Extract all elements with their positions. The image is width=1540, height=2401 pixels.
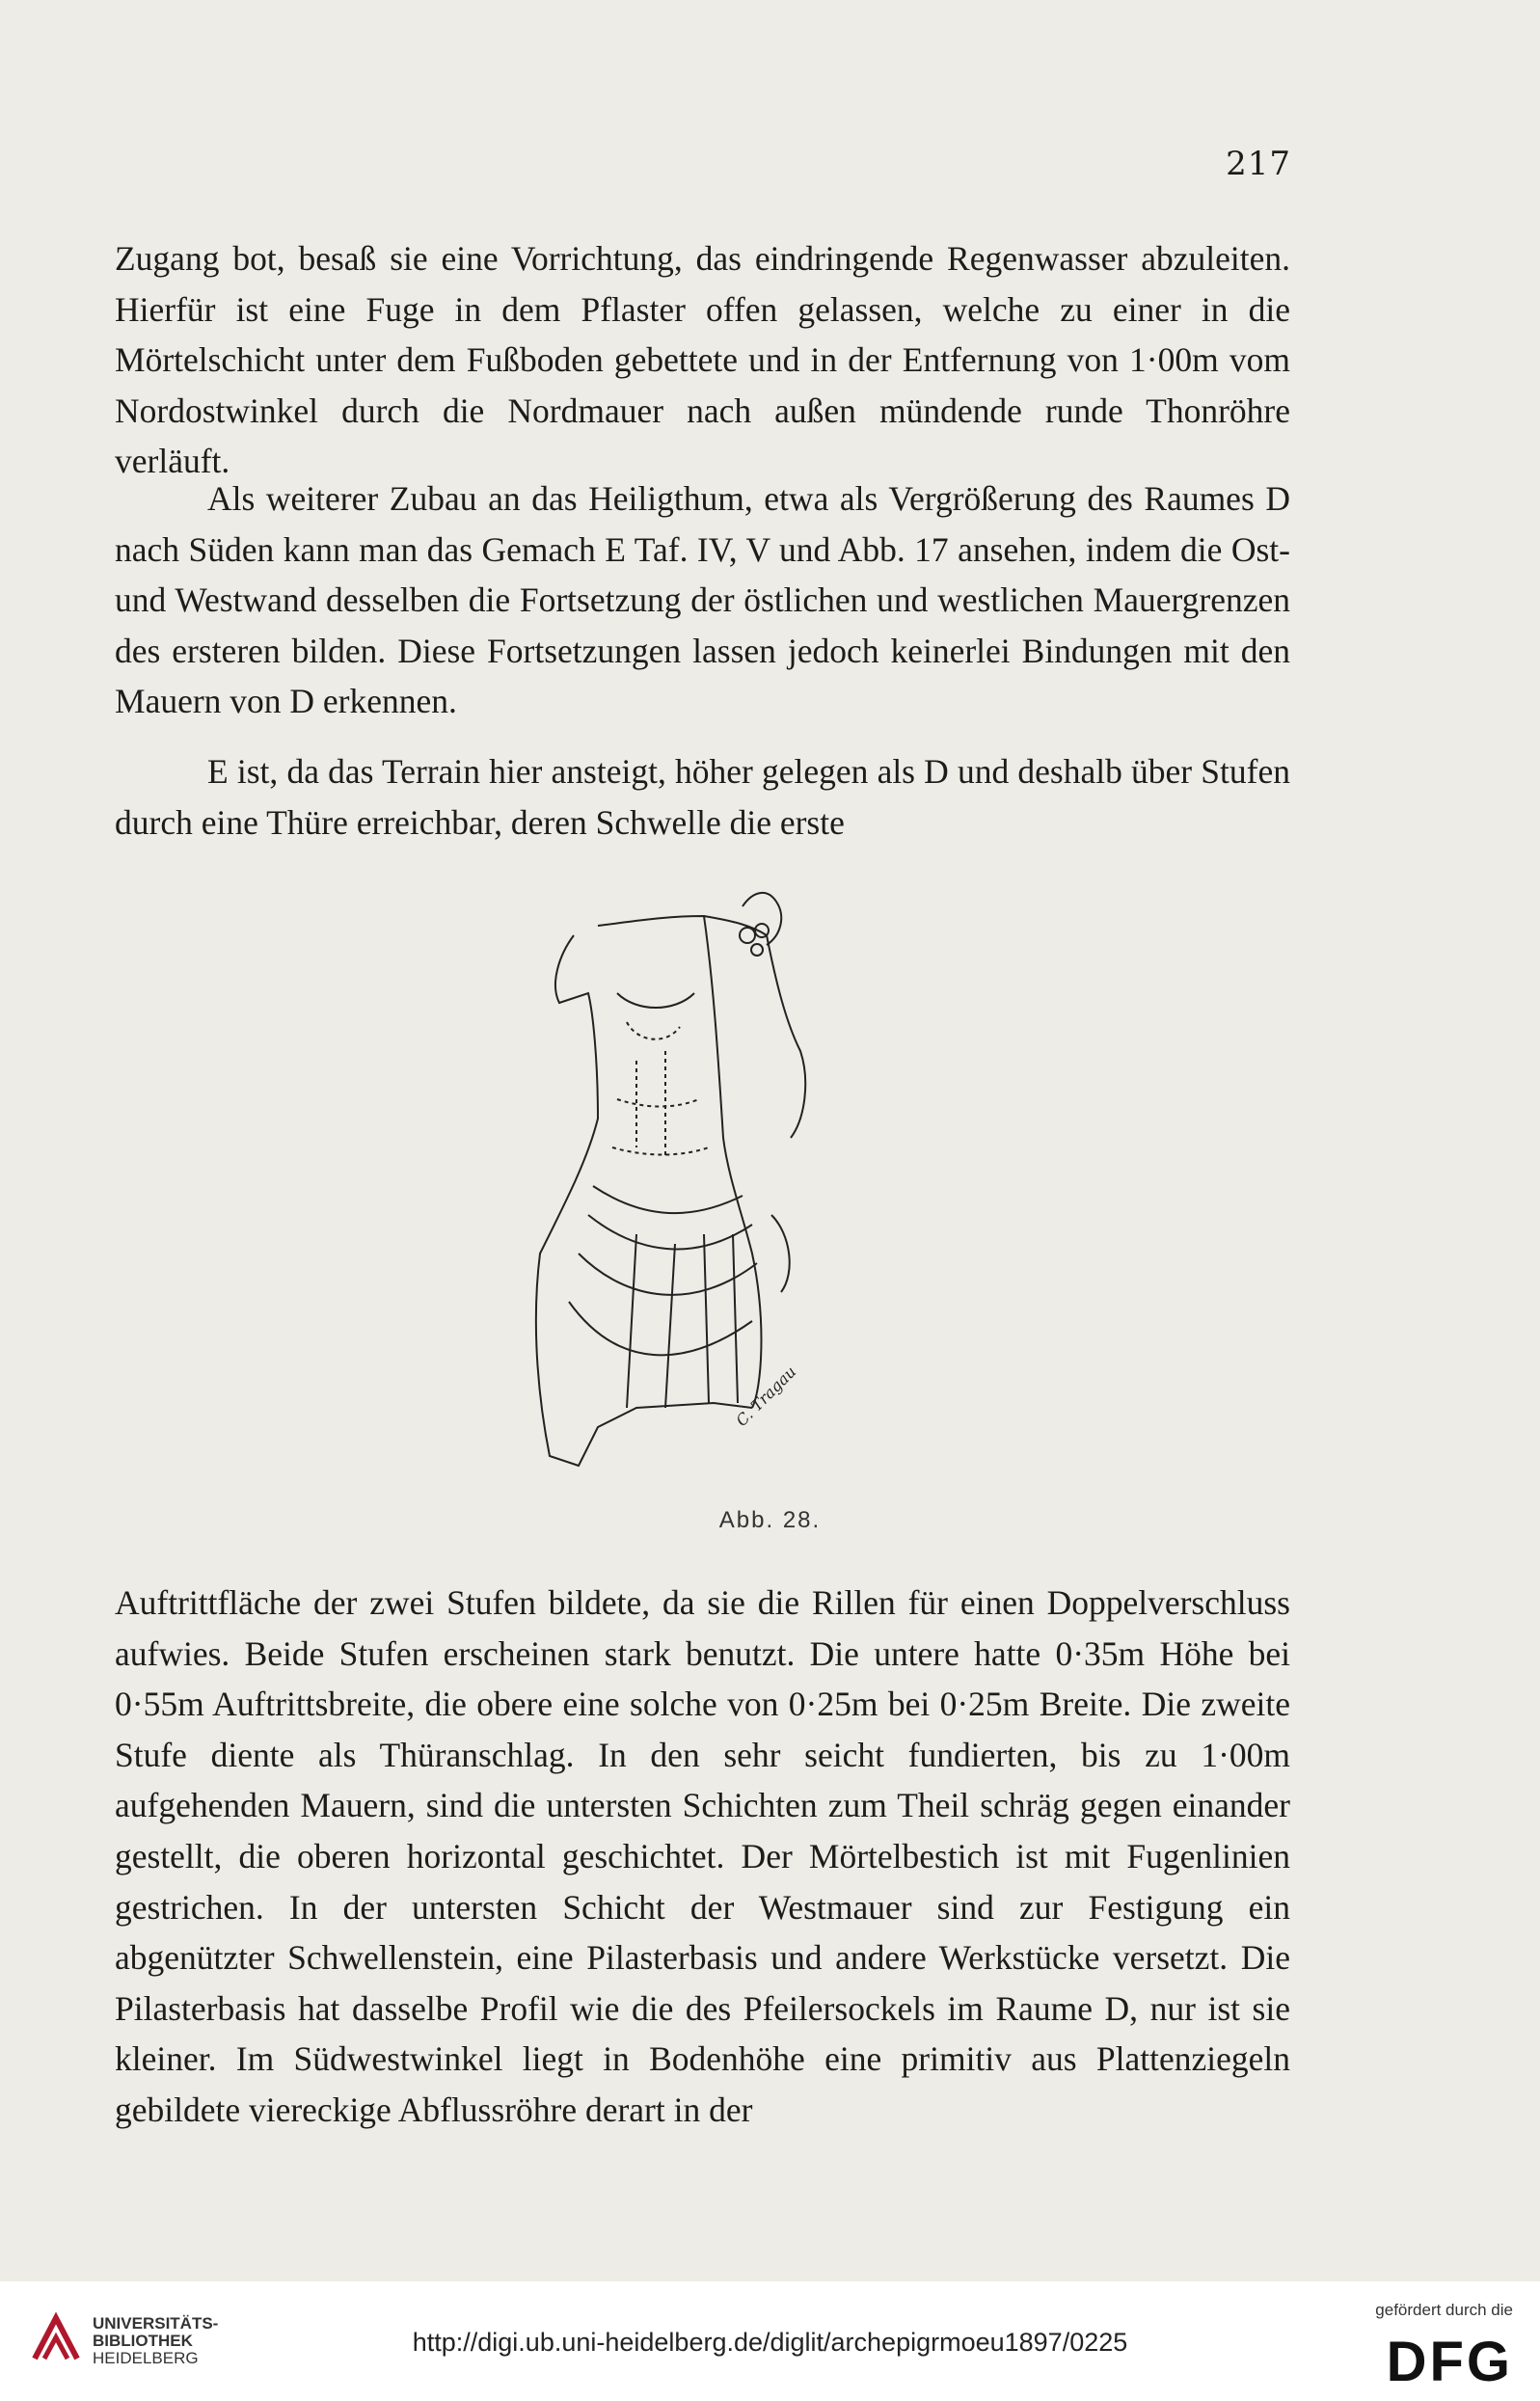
funding-note: gefördert durch die xyxy=(1375,2301,1513,2319)
figure-caption: Abb. 28. xyxy=(718,1507,822,1533)
digitization-footer xyxy=(0,2281,1540,2401)
paragraph-4: Auftrittfläche der zwei Stufen bildete, da sie die Rillen für einen Doppelverschluss aufwies. Beide Stufen erscheinen stark benutzt. Die untere hatte 0·35m Höhe bei 0·55m Auftrittsbreite, die obere eine solche von 0·25m bei 0·25m Breite. Die zweite Stufe diente als Thüranschlag. In den sehr seicht fundierten, bis zu 1·00m aufgehenden Mauern, sind die untersten Schichten zum Theil schräg gegen einander gestellt, die oberen horizontal geschichtet. Der Mörtelbestich ist mit Fugenlinien gestrichen. In der untersten Schicht der Westmauer sind zur Festigung ein abgenützter Schwellenstein, eine Pilasterbasis und andere Werkstücke versetzt. Die Pilasterbasis hat dasselbe Profil wie die des Pfeilersockels im Raume D, nur ist sie kleiner. Im Südwestwinkel liegt in Bodenhöhe eine primitiv aus Plattenziegeln gebildete viereckige Abflussröhre derart in der xyxy=(115,1583,1290,2129)
paragraph-3-text: E ist, da das Terrain hier ansteigt, höher gelegen als D und deshalb über Stufen durch eine Thüre erreichbar, deren Schwelle die erste xyxy=(115,752,1290,842)
library-line-2: BIBLIOTHEK xyxy=(93,2332,193,2350)
library-line-3: HEIDELBERG xyxy=(93,2349,199,2367)
paragraph-3 xyxy=(115,746,1290,848)
torso-statue-illustration xyxy=(521,868,849,1504)
page-number: 217 xyxy=(1226,145,1291,183)
dfg-logo: DFG xyxy=(1386,2331,1513,2393)
paragraph-1: Zugang bot, besaß sie eine Vorrichtung, das eindringende Regenwasser abzuleiten. Hierfür ist eine Fuge in dem Pflaster offen gelassen, welche zu einer in die Mörtelschicht unter dem Fußboden gebettete und in der Entfernung von 1·00m vom Nordostwinkel durch die Nordmauer nach außen mündende runde Thonröhre verläuft. xyxy=(115,239,1290,481)
artist-signature: C. Tragau xyxy=(732,1362,800,1430)
paragraph-2 xyxy=(115,473,1290,727)
library-line-1: UNIVERSITÄTS- xyxy=(93,2314,219,2333)
source-url-link[interactable]: http://digi.ub.uni-heidelberg.de/diglit/archepigrmoeu1897/0225 xyxy=(412,2328,1128,2357)
paragraph-2-text: Als weiterer Zubau an das Heiligthum, etwa als Vergrößerung des Raumes D nach Süden kann man das Gemach E Taf. IV, V und Abb. 17 ansehen, indem die Ost- und Westwand desselben die Fortsetzung der östlichen und westlichen Mauergrenzen des ersteren bilden. Diese Fortsetzungen lassen jedoch keinerlei Bindungen mit den Mauern von D erkennen. xyxy=(115,479,1290,721)
